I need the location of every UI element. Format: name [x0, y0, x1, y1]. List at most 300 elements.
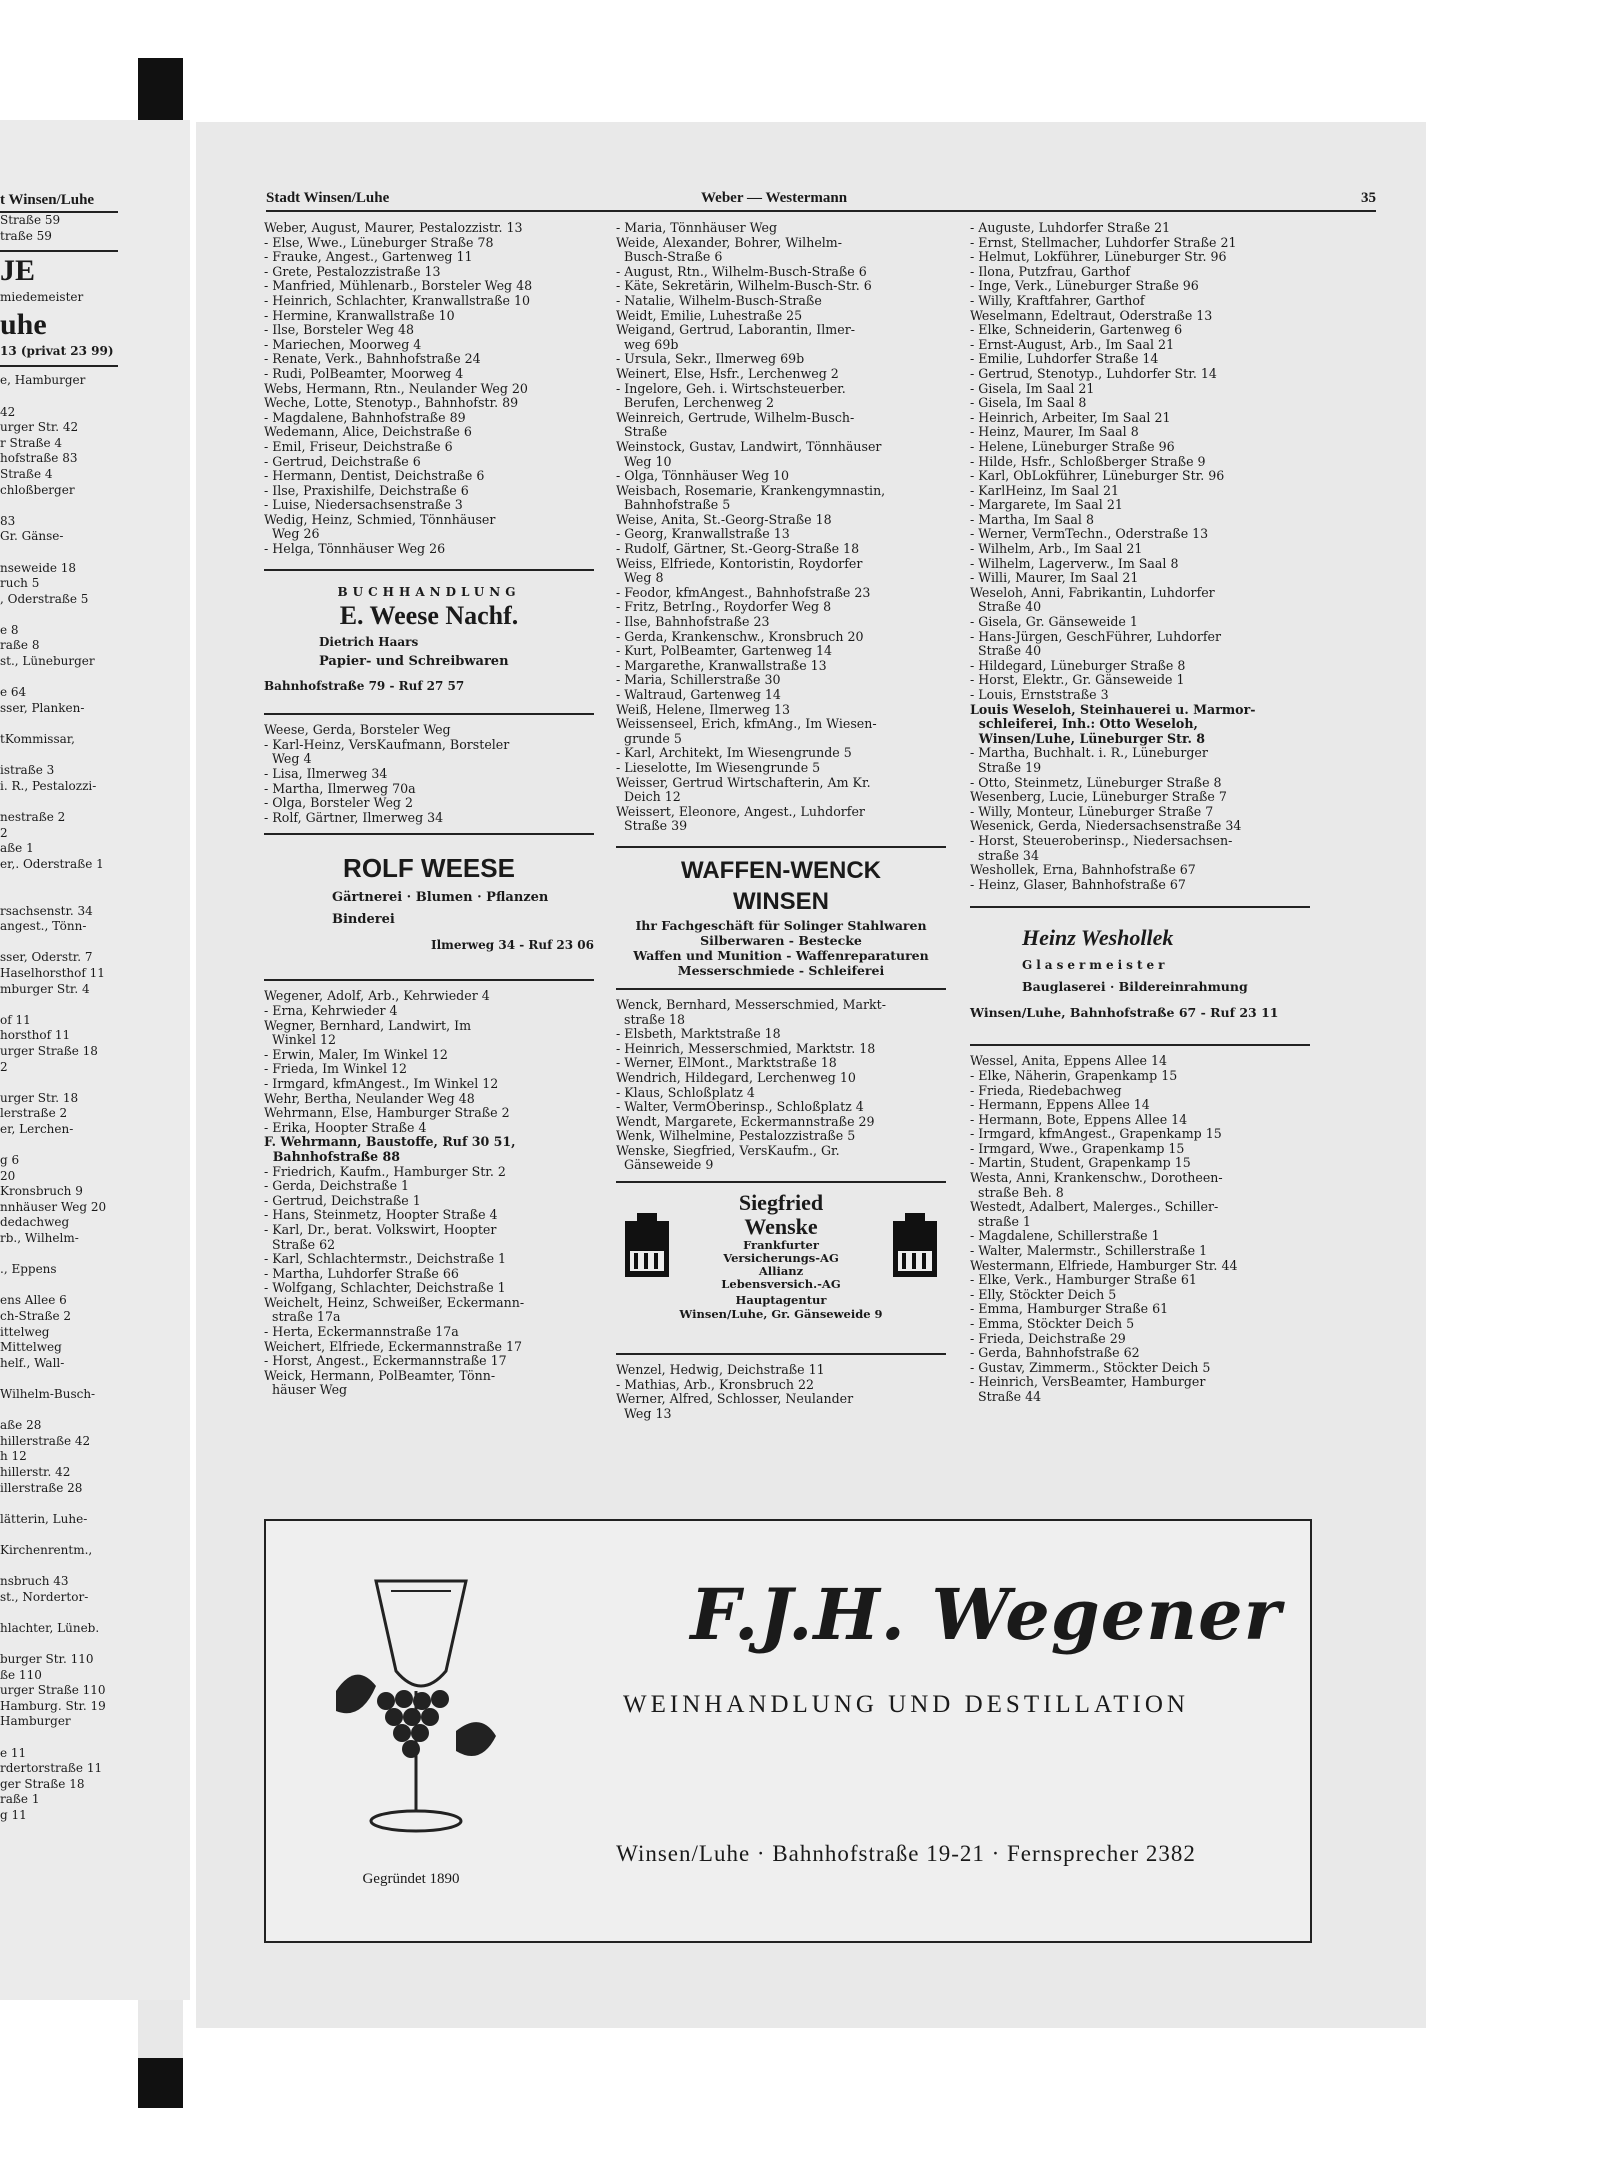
directory-entry: Weisbach, Rosemarie, Krankengymnastin,: [616, 482, 886, 498]
left-page-line: aße 1: [0, 841, 34, 856]
left-page-line: ittelweg: [0, 1324, 50, 1339]
directory-entry: Weidt, Emilie, Luhestraße 25: [616, 307, 803, 323]
ad-siegfried-wenske: [616, 1181, 946, 1355]
ad-line: Lebensversich.-AG: [721, 1277, 841, 1292]
left-big-heading-1: JE: [0, 254, 36, 288]
ad-line: Allianz: [758, 1264, 804, 1279]
directory-entry: - Ilona, Putzfrau, Garthof: [970, 263, 1131, 279]
ad-town: WINSEN: [733, 887, 829, 915]
ad-heinz-weshollek: [970, 906, 1310, 1046]
directory-entry: - Elke, Schneiderin, Gartenweg 6: [970, 322, 1183, 338]
bold-entry-cont-2: Winsen/Luhe, Lüneburger Str. 8: [970, 730, 1205, 746]
directory-entry: straße 17a: [264, 1309, 341, 1325]
directory-entry: häuser Weg: [264, 1382, 348, 1398]
directory-entry: - Walter, Malermstr., Schillerstraße 1: [970, 1243, 1208, 1259]
ad-line: Ihr Fachgeschäft für Solinger Stahlwaren: [635, 917, 927, 933]
directory-entry: - Karl, ObLokführer, Lüneburger Str. 96: [970, 468, 1225, 484]
left-divider-2: [0, 365, 118, 367]
ad-rolf-weese: [264, 833, 594, 981]
left-page-line: ., Eppens: [0, 1262, 57, 1277]
directory-entry: - Elsbeth, Marktstraße 18: [616, 1026, 781, 1042]
directory-entry: Wegener, Adolf, Arb., Kehrwieder 4: [264, 988, 490, 1004]
directory-entry: - KarlHeinz, Im Saal 21: [970, 482, 1120, 498]
directory-entry: - Karl, Architekt, Im Wiesengrunde 5: [616, 745, 852, 761]
directory-entry: - Ernst-August, Arb., Im Saal 21: [970, 336, 1175, 352]
ad-name: Siegfried: [738, 1190, 824, 1216]
left-page-line: angest., Tönn-: [0, 919, 87, 934]
left-page-line: Straße 59: [0, 213, 61, 227]
left-page-lines: [0, 373, 190, 1823]
directory-entry: - Hermann, Eppens Allee 14: [970, 1097, 1150, 1113]
left-page-line: hofstraße 83: [0, 451, 78, 466]
directory-entry: - Irmgard, kfmAngest., Im Winkel 12: [264, 1075, 499, 1091]
directory-entry: - Karl, Dr., berat. Volkswirt, Hoopter: [264, 1221, 497, 1237]
directory-entry: - Irmgard, kfmAngest., Grapenkamp 15: [970, 1126, 1222, 1142]
directory-entry: - Erika, Hoopter Straße 4: [264, 1119, 427, 1135]
directory-entry: Wenck, Bernhard, Messerschmied, Markt-: [616, 996, 886, 1012]
left-page-line: mburger Str. 4: [0, 981, 90, 996]
directory-entry: Straße 62: [264, 1236, 336, 1252]
left-big-heading-2: uhe: [0, 307, 47, 341]
ad-line: Silberwaren - Bestecke: [700, 932, 862, 948]
directory-entry: - Hildegard, Lüneburger Straße 8: [970, 657, 1186, 673]
ad-name: ROLF WEESE: [343, 853, 515, 884]
directory-entry: - Waltraud, Gartenweg 14: [616, 687, 781, 702]
left-page-fragment: [0, 120, 190, 2000]
left-page-line: [0, 545, 190, 561]
left-page-line: Hamburg. Str. 19: [0, 1698, 106, 1713]
directory-entry: Wesenick, Gerda, Niedersachsenstraße 34: [970, 818, 1242, 834]
directory-entry: - Wolfgang, Schlachter, Deichstraße 1: [264, 1280, 506, 1296]
left-page-line: illerstraße 28: [0, 1480, 83, 1495]
allianz-eagle-icon: [890, 1211, 940, 1281]
directory-entry: - Frieda, Deichstraße 29: [970, 1330, 1126, 1346]
directory-entry: - Erna, Kehrwieder 4: [264, 1003, 398, 1018]
directory-entry: Webs, Hermann, Rtn., Neulander Weg 20: [264, 380, 528, 396]
left-page-line: Gr. Gänse-: [0, 529, 64, 544]
directory-entry: Straße 39: [616, 818, 688, 834]
left-page-line: urger Straße 18: [0, 1043, 98, 1058]
left-page-line: e 8: [0, 622, 19, 637]
left-page-line: [0, 935, 190, 951]
directory-entry: Weshollek, Erna, Bahnhofstraße 67: [970, 862, 1196, 878]
directory-entry: Westermann, Elfriede, Hamburger Str. 44: [970, 1257, 1238, 1273]
left-page-line: Kronsbruch 9: [0, 1184, 83, 1199]
left-page-line: [0, 1496, 190, 1512]
left-subheading: miedemeister: [0, 290, 84, 305]
bold-entry-cont: schleiferei, Inh.: Otto Weseloh,: [970, 716, 1198, 732]
directory-entry: - Hans, Steinmetz, Hoopter Straße 4: [264, 1207, 498, 1223]
directory-entry: - Wilhelm, Lagerverw., Im Saal 8: [970, 555, 1179, 571]
left-page-line: r Straße 4: [0, 435, 63, 450]
directory-entry: - Mariechen, Moorweg 4: [264, 336, 422, 352]
directory-entry: Werner, Alfred, Schlosser, Neulander: [616, 1391, 854, 1407]
directory-entry: - Fritz, BetrIng., Roydorfer Weg 8: [616, 599, 832, 615]
directory-entry: Weber, August, Maurer, Pestalozzistr. 13: [264, 220, 523, 235]
ad-address: Winsen/Luhe · Bahnhofstraße 19-21 · Fernsprecher 2382: [616, 1841, 1196, 1866]
directory-entry: - Inge, Verk., Lüneburger Straße 96: [970, 278, 1199, 294]
col3-entries-b: [970, 746, 1310, 892]
directory-entry: - Helga, Tönnhäuser Weg 26: [264, 541, 446, 557]
left-page-line: hillerstr. 42: [0, 1464, 71, 1479]
directory-entry: - Helene, Lüneburger Straße 96: [970, 438, 1175, 454]
directory-entry: - Emilie, Luhdorfer Straße 14: [970, 351, 1159, 367]
directory-entry: - Renate, Verk., Bahnhofstraße 24: [264, 351, 481, 367]
directory-entry: - Gisela, Im Saal 8: [970, 395, 1087, 411]
ad-description-2: Binderei: [332, 912, 395, 928]
left-page-line: Haselhorsthof 11: [0, 965, 105, 980]
directory-entry: Weinreich, Gertrude, Wilhelm-Busch-: [616, 409, 855, 425]
left-page-line: [0, 1403, 190, 1419]
bold-entry-cont: Bahnhofstraße 88: [264, 1148, 401, 1164]
directory-entry: - Magdalene, Bahnhofstraße 89: [264, 409, 466, 425]
left-page-line: [0, 1636, 190, 1652]
ad-buchhandlung-weese: [264, 569, 594, 716]
directory-entry: - Feodor, kfmAngest., Bahnhofstraße 23: [616, 584, 871, 600]
left-page-line: urger Straße 110: [0, 1683, 106, 1698]
directory-entry: Weise, Anita, St.-Georg-Straße 18: [616, 511, 832, 527]
directory-entry: Weichelt, Heinz, Schweißer, Eckermann-: [264, 1294, 525, 1310]
directory-entry: Gänseweide 9: [616, 1157, 714, 1173]
directory-entry: Wegner, Bernhard, Landwirt, Im: [264, 1017, 472, 1033]
left-page-line: nseweide 18: [0, 560, 77, 575]
column-2: [616, 221, 946, 1421]
ad-name: WAFFEN-WENCK: [681, 856, 881, 884]
directory-entry: - Werner, VermTechn., Oderstraße 13: [970, 526, 1209, 542]
col2-entries-a: [616, 221, 946, 834]
left-page-lines-top: [0, 213, 190, 244]
directory-entry: - Horst, Angest., Eckermannstraße 17: [264, 1353, 507, 1369]
directory-entry: Weinstock, Gustav, Landwirt, Tönnhäuser: [616, 438, 882, 454]
allianz-eagle-icon: [622, 1211, 672, 1281]
directory-entry: Wendrich, Hildegard, Lerchenweg 10: [616, 1069, 856, 1085]
left-page-line: st., Lüneburger: [0, 654, 95, 669]
left-page-line: g 6: [0, 1153, 20, 1168]
directory-entry: Weide, Alexander, Bohrer, Wilhelm-: [616, 234, 843, 250]
left-page-line: rb., Wilhelm-: [0, 1231, 79, 1246]
directory-entry: - Willy, Monteur, Lüneburger Straße 7: [970, 803, 1214, 819]
directory-entry: - Herta, Eckermannstraße 17a: [264, 1324, 459, 1340]
ad-line: Waffen und Munition - Waffenreparaturen: [633, 947, 929, 963]
ad-line: Hauptagentur: [735, 1293, 827, 1308]
directory-entry: Wehrmann, Else, Hamburger Straße 2: [264, 1105, 510, 1121]
header-city: Stadt Winsen/Luhe: [266, 190, 390, 206]
left-page-line: lerstraße 2: [0, 1106, 68, 1121]
left-page-line: st., Nordertor-: [0, 1589, 89, 1604]
directory-entry: Weick, Hermann, PolBeamter, Tönn-: [264, 1367, 496, 1383]
column-1: [264, 221, 594, 1398]
left-page-line: [0, 888, 190, 904]
header-range: Weber — Westermann: [701, 190, 848, 206]
directory-entry: Weisser, Gertrud Wirtschafterin, Am Kr.: [616, 774, 871, 790]
left-page-header: t Winsen/Luhe: [0, 192, 118, 213]
left-page-line: ens Allee 6: [0, 1293, 67, 1308]
left-page-line: nnhäuser Weg 20: [0, 1199, 107, 1214]
directory-entry: - Friedrich, Kaufm., Hamburger Str. 2: [264, 1163, 506, 1179]
directory-entry: Weche, Lotte, Stenotyp., Bahnhofstr. 89: [264, 395, 519, 411]
directory-entry: straße 18: [616, 1011, 685, 1027]
left-page-line: raße 8: [0, 638, 40, 653]
ad-wegener: [264, 1519, 1312, 1943]
left-page-line: [0, 1559, 190, 1575]
directory-entry: - Karl-Heinz, VersKaufmann, Borsteler: [264, 736, 510, 752]
directory-entry: - Gerda, Deichstraße 1: [264, 1178, 410, 1194]
directory-entry: - Frieda, Im Winkel 12: [264, 1061, 407, 1077]
col1-entries-d: [264, 1165, 594, 1399]
directory-entry: - Martha, Luhdorfer Straße 66: [264, 1265, 459, 1281]
left-page-line: [0, 794, 190, 810]
directory-entry: - Irmgard, Wwe., Grapenkamp 15: [970, 1140, 1185, 1156]
left-page-line: e, Hamburger: [0, 373, 86, 388]
left-page-line: g 11: [0, 1808, 27, 1822]
ad-waffen-wenck: [616, 846, 946, 990]
left-page-line: [0, 997, 190, 1013]
directory-entry: - Elly, Stöckter Deich 5: [970, 1286, 1117, 1302]
left-page-line: [0, 1247, 190, 1263]
directory-entry: - Mathias, Arb., Kronsbruch 22: [616, 1376, 814, 1392]
left-page-line: [0, 1371, 190, 1387]
directory-entry: Weseloh, Anni, Fabrikantin, Luhdorfer: [970, 584, 1215, 600]
directory-entry: - Heinrich, Messerschmied, Marktstr. 18: [616, 1040, 876, 1056]
left-page-line: [0, 748, 190, 764]
directory-entry: - Rudi, PolBeamter, Moorweg 4: [264, 365, 464, 381]
directory-entry: Wendt, Margarete, Eckermannstraße 29: [616, 1113, 875, 1129]
directory-entry: - Walter, VermOberinsp., Schloßplatz 4: [616, 1099, 864, 1115]
directory-entry: - Gisela, Gr. Gänseweide 1: [970, 614, 1138, 630]
directory-entry: - Emil, Friseur, Deichstraße 6: [264, 438, 453, 454]
directory-entry: Weiß, Helene, Ilmerweg 13: [616, 701, 791, 717]
ad-owner: Dietrich Haars: [319, 635, 419, 650]
directory-entry: - Frauke, Angest., Gartenweg 11: [264, 249, 473, 265]
left-page-line: istraße 3: [0, 763, 55, 778]
directory-entry: Weinert, Else, Hsfr., Lerchenweg 2: [616, 365, 839, 381]
left-page-line: urger Str. 18: [0, 1090, 79, 1105]
directory-entry: straße 34: [970, 847, 1039, 863]
directory-entry: - Maria, Schillerstraße 30: [616, 672, 781, 688]
directory-entry: - Gerda, Bahnhofstraße 62: [970, 1345, 1140, 1361]
left-page-line: nestraße 2: [0, 810, 66, 824]
founded-note: Gegründet 1890: [362, 1871, 460, 1887]
directory-entry: - Wilhelm, Arb., Im Saal 21: [970, 541, 1143, 557]
directory-entry: - Grete, Pestalozzistraße 13: [264, 263, 441, 279]
directory-entry: Weg 10: [616, 453, 672, 469]
left-page-line: [0, 607, 190, 623]
directory-entry: - Käte, Sekretärin, Wilhelm-Busch-Str. 6: [616, 278, 872, 294]
directory-entry: - Hermine, Kranwallstraße 10: [264, 307, 455, 323]
left-page-line: er,. Oderstraße 1: [0, 856, 104, 871]
directory-entry: Wehr, Bertha, Neulander Weg 48: [264, 1090, 475, 1106]
directory-entry: straße 1: [970, 1213, 1031, 1229]
directory-entry: - Willi, Maurer, Im Saal 21: [970, 570, 1139, 586]
left-page-line: 42: [0, 404, 16, 419]
directory-entry: Straße 19: [970, 759, 1042, 775]
directory-entry: - Klaus, Schloßplatz 4: [616, 1084, 755, 1100]
directory-entry: - Horst, Steueroberinsp., Niedersachsen-: [970, 832, 1233, 848]
directory-entry: - Heinrich, VersBeamter, Hamburger: [970, 1374, 1206, 1390]
directory-entry: Weichert, Elfriede, Eckermannstraße 17: [264, 1338, 522, 1354]
left-page-line: [0, 1527, 190, 1543]
left-page-line: hillerstraße 42: [0, 1433, 91, 1448]
directory-entry: - Gustav, Zimmerm., Stöckter Deich 5: [970, 1359, 1211, 1375]
left-page-line: chloßberger: [0, 482, 75, 497]
directory-entry: Weese, Gerda, Borsteler Weg: [264, 722, 451, 738]
directory-entry: grunde 5: [616, 730, 682, 746]
directory-entry: - Hermann, Dentist, Deichstraße 6: [264, 468, 485, 484]
left-page-line: urger Str. 42: [0, 420, 79, 435]
directory-entry: - Gertrud, Deichstraße 1: [264, 1192, 421, 1208]
left-page-line: er, Lerchen-: [0, 1121, 74, 1136]
directory-entry: - Heinrich, Schlachter, Kranwallstraße 10: [264, 292, 531, 308]
left-page-line: Straße 4: [0, 466, 53, 481]
directory-entry: - Ilse, Praxishilfe, Deichstraße 6: [264, 482, 469, 498]
column-3: [970, 221, 1310, 1405]
directory-entry: Bahnhofstraße 5: [616, 497, 731, 513]
directory-entry: Weigand, Gertrud, Laborantin, Ilmer-: [616, 322, 855, 338]
directory-entry: Deich 12: [616, 789, 681, 805]
page-header: [266, 190, 1376, 212]
directory-entry: - Elke, Verk., Hamburger Straße 61: [970, 1272, 1197, 1288]
left-page-line: ruch 5: [0, 576, 40, 591]
left-page-line: [0, 716, 190, 732]
col2-entries-c: [616, 1363, 946, 1421]
left-page-line: Kirchenrentm.,: [0, 1542, 93, 1557]
directory-entry: Weissert, Eleonore, Angest., Luhdorfer: [616, 803, 865, 819]
ad-kicker: BUCHHANDLUNG: [337, 584, 521, 599]
left-page-line: helf., Wall-: [0, 1355, 65, 1370]
bold-entry: F. Wehrmann, Baustoffe, Ruf 30 51,: [264, 1134, 516, 1150]
left-page-line: Wilhelm-Busch-: [0, 1386, 96, 1401]
directory-entry: - Maria, Tönnhäuser Weg: [616, 220, 778, 235]
directory-entry: - Horst, Elektr., Gr. Gänseweide 1: [970, 672, 1185, 688]
left-page-line: [0, 389, 190, 405]
ad-description: Papier- und Schreibwaren: [319, 654, 509, 670]
directory-entry: Weg 8: [616, 570, 664, 586]
directory-entry: Wedig, Heinz, Schmied, Tönnhäuser: [264, 511, 496, 527]
page-number: 35: [1361, 190, 1376, 206]
left-page-line: [0, 1137, 190, 1153]
directory-entry: - Emma, Stöckter Deich 5: [970, 1316, 1135, 1331]
directory-entry: weg 69b: [616, 336, 679, 352]
directory-entry: - Rudolf, Gärtner, St.-Georg-Straße 18: [616, 541, 860, 557]
directory-entry: - Helmut, Lokführer, Lüneburger Str. 96: [970, 249, 1227, 265]
directory-entry: - Else, Wwe., Lüneburger Straße 78: [264, 234, 494, 250]
directory-entry: - Frieda, Riedebachweg: [970, 1082, 1122, 1098]
directory-entry: - Kurt, PolBeamter, Gartenweg 14: [616, 643, 833, 659]
ad-description: Gärtnerei · Blumen · Pflanzen: [332, 890, 549, 906]
directory-entry: Straße 40: [970, 643, 1042, 659]
directory-entry: Weselmann, Edeltraut, Oderstraße 13: [970, 307, 1213, 323]
col1-entries-b: [264, 723, 594, 825]
col1-entries-a: [264, 221, 594, 557]
directory-entry: - Gertrud, Deichstraße 6: [264, 453, 421, 469]
directory-entry: - Luise, Niedersachsenstraße 3: [264, 497, 463, 513]
ad-description: Bauglaserei · Bildereinrahmung: [1022, 979, 1248, 995]
col2-entries-b: [616, 998, 946, 1173]
left-page-line: , Oderstraße 5: [0, 591, 89, 606]
directory-entry: - Ingelore, Geh. i. Wirtschsteuerber.: [616, 380, 846, 396]
directory-entry: Wenske, Siegfried, VersKaufm., Gr.: [616, 1142, 840, 1158]
directory-entry: - Margarete, Im Saal 21: [970, 497, 1123, 513]
directory-entry: - Auguste, Luhdorfer Straße 21: [970, 220, 1171, 235]
left-page-line: nsbruch 43: [0, 1574, 69, 1589]
ad-name: Heinz Weshollek: [1022, 925, 1174, 951]
directory-entry: Wenzel, Hedwig, Deichstraße 11: [616, 1362, 825, 1378]
left-page-line: hlachter, Lüneb.: [0, 1620, 100, 1635]
left-page-line: horsthof 11: [0, 1028, 71, 1043]
left-page-line: [0, 1278, 190, 1294]
directory-entry: - Emma, Hamburger Straße 61: [970, 1301, 1169, 1317]
directory-entry: - Werner, ElMont., Marktstraße 18: [616, 1055, 837, 1071]
directory-entry: - Gertrud, Stenotyp., Luhdorfer Str. 14: [970, 365, 1217, 381]
directory-entry: - Ilse, Borsteler Weg 48: [264, 322, 414, 338]
ad-line: Frankfurter: [743, 1238, 819, 1253]
directory-entry: - Hermann, Bote, Eppens Allee 14: [970, 1111, 1188, 1127]
directory-entry: - Heinrich, Arbeiter, Im Saal 21: [970, 409, 1171, 425]
left-page-line: [0, 872, 190, 888]
directory-entry: Weissenseel, Erich, kfmAng., Im Wiesen-: [616, 716, 877, 732]
left-page-line: tKommissar,: [0, 732, 75, 747]
directory-entry: Straße 40: [970, 599, 1042, 615]
directory-entry: - Gisela, Im Saal 21: [970, 380, 1095, 396]
col3-entries-c: [970, 1054, 1310, 1404]
directory-entry: - Olga, Borsteler Weg 2: [264, 795, 413, 811]
directory-entry: Wedemann, Alice, Deichstraße 6: [264, 424, 472, 440]
left-phone: 13 (privat 23 99): [0, 343, 114, 358]
left-page-line: rsachsenstr. 34: [0, 903, 93, 918]
left-page-line: [0, 1075, 190, 1091]
left-page-line: traße 59: [0, 228, 52, 243]
wine-glass-grapes-icon: [316, 1561, 516, 1861]
ad-contact: Ilmerweg 34 - Ruf 23 06: [430, 938, 594, 953]
directory-entry: Winkel 12: [264, 1032, 337, 1048]
directory-entry: Weg 4: [264, 751, 312, 767]
left-page-line: 2: [0, 1059, 8, 1074]
directory-entry: - August, Rtn., Wilhelm-Busch-Straße 6: [616, 263, 867, 279]
directory-entry: - Heinz, Maurer, Im Saal 8: [970, 424, 1139, 440]
ad-contact: Bahnhofstraße 79 - Ruf 27 57: [264, 679, 465, 694]
directory-entry: - Georg, Kranwallstraße 13: [616, 526, 790, 542]
col1-entries-c: [264, 989, 594, 1135]
directory-entry: Westedt, Adalbert, Malerges., Schiller-: [970, 1199, 1219, 1215]
directory-entry: - Louis, Ernststraße 3: [970, 687, 1109, 702]
left-page-line: [0, 670, 190, 686]
left-page-line: Mittelweg: [0, 1340, 62, 1355]
ad-contact: Winsen/Luhe, Bahnhofstraße 67 - Ruf 23 11: [970, 1005, 1279, 1021]
directory-entry: - Elke, Näherin, Grapenkamp 15: [970, 1067, 1178, 1083]
directory-entry: - Heinz, Glaser, Bahnhofstraße 67: [970, 876, 1186, 892]
left-page-line: of 11: [0, 1012, 31, 1027]
directory-entry: - Hans-Jürgen, GeschFührer, Luhdorfer: [970, 628, 1221, 644]
col3-entries-a: [970, 221, 1310, 703]
directory-entry: - Martha, Ilmerweg 70a: [264, 780, 416, 796]
directory-entry: - Martha, Buchhalt. i. R., Lüneburger: [970, 745, 1208, 761]
left-page-line: e 11: [0, 1745, 27, 1760]
ad-subtitle: WEINHANDLUNG UND DESTILLATION: [623, 1691, 1189, 1718]
left-page-line: sser, Oderstr. 7: [0, 950, 93, 965]
left-page-line: lätterin, Luhe-: [0, 1511, 88, 1526]
left-page-line: [0, 1730, 190, 1746]
left-page-line: 83: [0, 513, 16, 528]
directory-entry: - Gerda, Krankenschw., Kronsbruch 20: [616, 628, 864, 644]
directory-entry: straße Beh. 8: [970, 1184, 1064, 1200]
directory-entry: - Lisa, Ilmerweg 34: [264, 766, 388, 782]
directory-entry: - Manfried, Mühlenarb., Borsteler Weg 48: [264, 278, 533, 294]
directory-entry: - Martin, Student, Grapenkamp 15: [970, 1155, 1191, 1171]
directory-entry: Straße 44: [970, 1388, 1042, 1404]
left-page-line: Hamburger: [0, 1714, 71, 1729]
directory-entry: - Ursula, Sekr., Ilmerweg 69b: [616, 351, 805, 367]
directory-entry: Weiss, Elfriede, Kontoristin, Roydorfer: [616, 555, 863, 571]
